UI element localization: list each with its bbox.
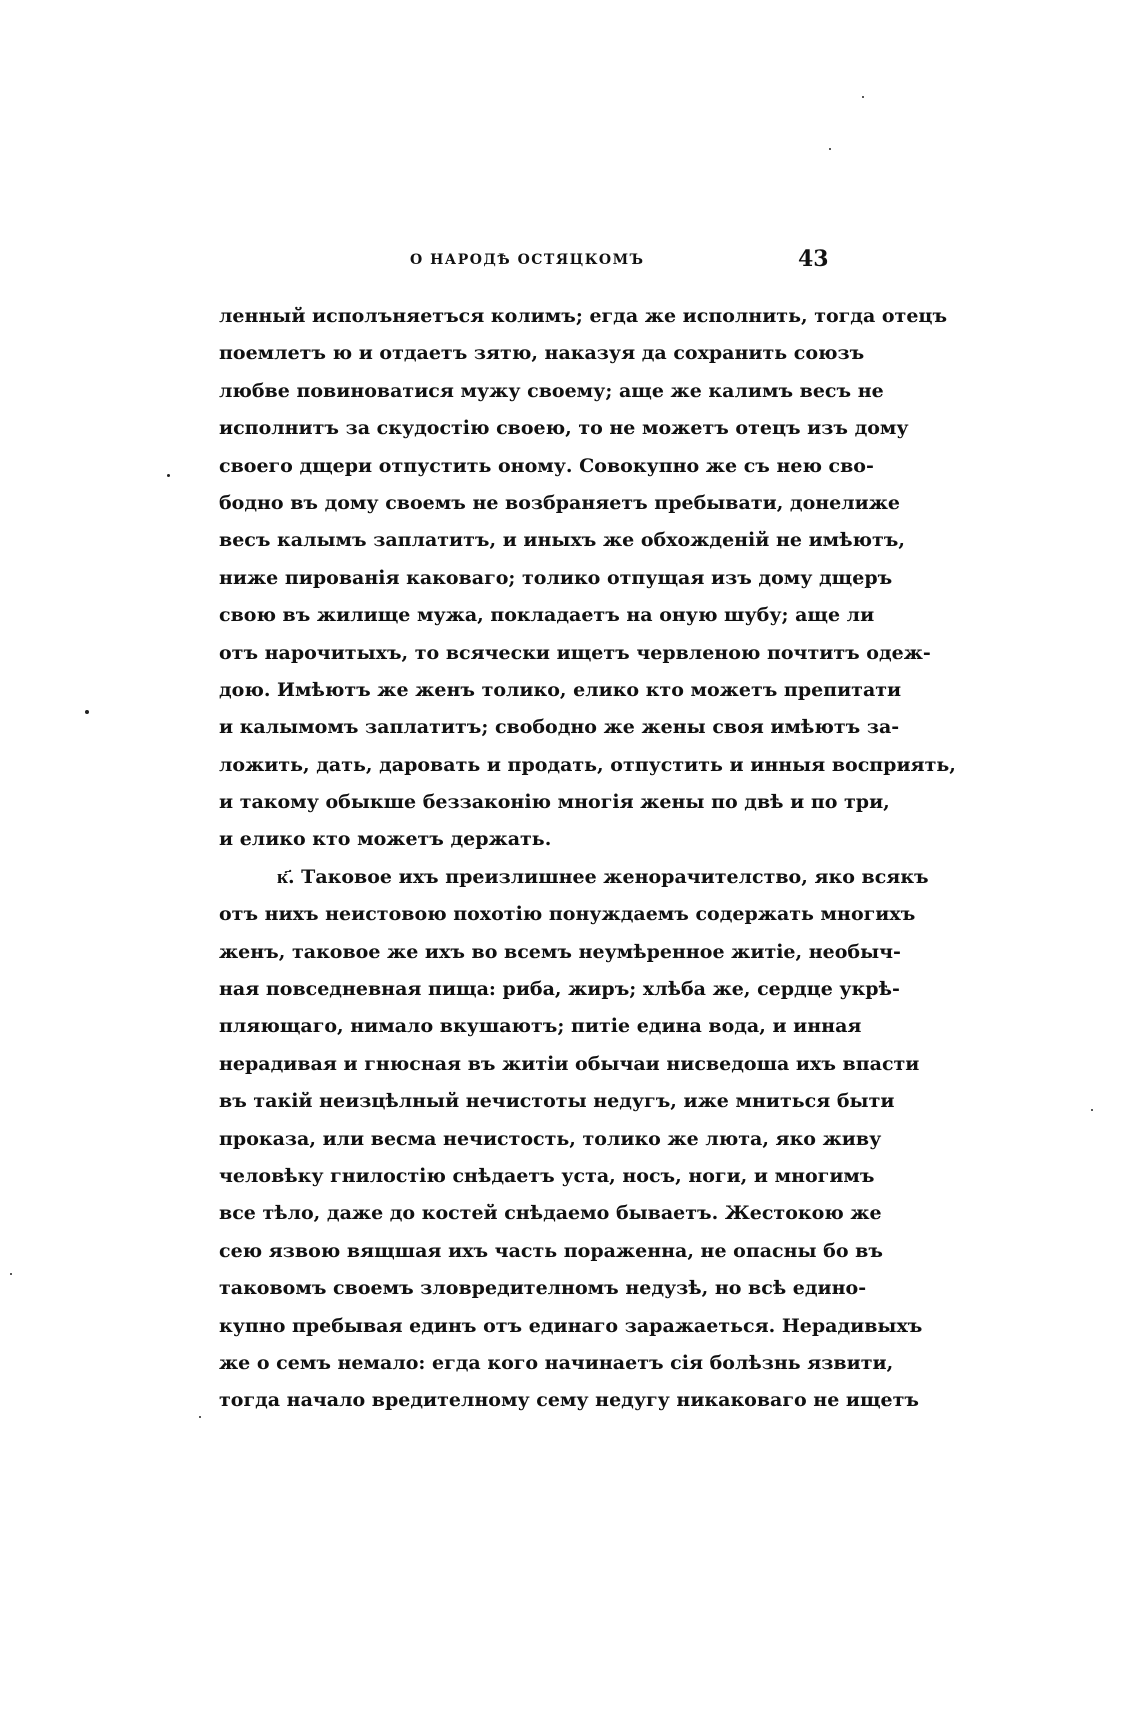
- text-line: свою въ жилище мужа, покладаетъ на оную шубу; аще ли: [219, 604, 875, 627]
- text-line: к҃. Таковое ихъ преизлишнее женорачителство, яко всякъ: [277, 865, 929, 888]
- text-line: же о семъ немало: егда кого начинаетъ сія болѣзнь язвити,: [219, 1351, 894, 1374]
- text-line: пляющаго, нимало вкушаютъ; питіе едина вода, и инная: [219, 1015, 862, 1038]
- text-line: ная повседневная пища: риба, жиръ; хлѣба же, сердце укрѣ-: [219, 978, 900, 1001]
- text-line: тогда начало вредителному сему недугу никаковаго не ищетъ: [219, 1389, 919, 1412]
- text-line: исполнитъ за скудостію своею, то не можетъ отецъ изъ дому: [219, 417, 909, 440]
- scan-speck: [199, 1416, 201, 1418]
- text-line: купно пребывая единъ отъ единаго заражаеться. Нерадивыхъ: [219, 1314, 923, 1337]
- text-line: проказа, или весма нечистость, толико же люта, яко живу: [219, 1127, 882, 1150]
- text-line: отъ нарочитыхъ, то всячески ищетъ червленою почтитъ одеж-: [219, 641, 931, 664]
- text-line: дою. Имѣютъ же женъ толико, елико кто можетъ препитати: [219, 678, 902, 701]
- text-line: своего дщери отпустить оному. Совокупно же съ нею сво-: [219, 454, 874, 477]
- scan-speck: [1091, 1109, 1093, 1111]
- text-line: женъ, таковое же ихъ во всемъ неумѣренное житіе, необыч-: [219, 940, 901, 963]
- text-line: въ такій неизцѣлный нечистоты недугъ, иже мниться быти: [219, 1090, 895, 1113]
- scan-speck: [167, 474, 170, 477]
- scan-speck: [85, 710, 89, 714]
- text-line: таковомъ своемъ зловредителномъ недузѣ, но всѣ едино-: [219, 1277, 867, 1300]
- text-line: поемлетъ ю и отдаетъ зятю, наказуя да сохранить союзъ: [219, 342, 865, 365]
- text-line: и елико кто можетъ держать.: [219, 828, 552, 851]
- text-line: ложить, дать, даровать и продать, отпустить и инныя восприять,: [219, 753, 956, 776]
- text-line: и калымомъ заплатитъ; свободно же жены своя имѣютъ за-: [219, 716, 900, 739]
- text-line: сею язвою вящшая ихъ часть пораженна, не опасны бо въ: [219, 1239, 883, 1262]
- scan-speck: [829, 148, 831, 150]
- text-line: все тѣло, даже до костей снѣдаемо бываетъ. Жестокою же: [219, 1202, 882, 1225]
- running-header: [0, 246, 1140, 282]
- text-line: бодно въ дому своемъ не возбраняетъ пребывати, донелиже: [219, 491, 901, 514]
- page-number: 43: [798, 246, 829, 272]
- text-line: любве повиноватися мужу своему; аще же калимъ весъ не: [219, 379, 884, 402]
- text-line: и такому обыкше беззаконію многія жены по двѣ и по три,: [219, 791, 890, 814]
- scan-speck: [862, 96, 864, 98]
- text-line: отъ нихъ неистовою похотію понуждаемъ содержать многихъ: [219, 903, 916, 926]
- text-line: человѣку гнилостію снѣдаетъ уста, носъ, ноги, и многимъ: [219, 1164, 875, 1187]
- text-line: ниже пированія каковаго; толико отпущая изъ дому дщеръ: [219, 566, 893, 589]
- text-line: ленный исполъняетъся колимъ; егда же исполнить, тогда отецъ: [219, 305, 948, 327]
- text-line: весъ калымъ заплатитъ, и иныхъ же обхожденій не имѣютъ,: [219, 529, 905, 552]
- scan-speck: [10, 1273, 12, 1275]
- text-line: нерадивая и гнюсная въ житіи обычаи нисведоша ихъ впасти: [219, 1052, 920, 1075]
- body-text: [219, 298, 956, 1420]
- running-title: О НАРОДѢ ОСТЯЦКОМЪ: [410, 252, 645, 268]
